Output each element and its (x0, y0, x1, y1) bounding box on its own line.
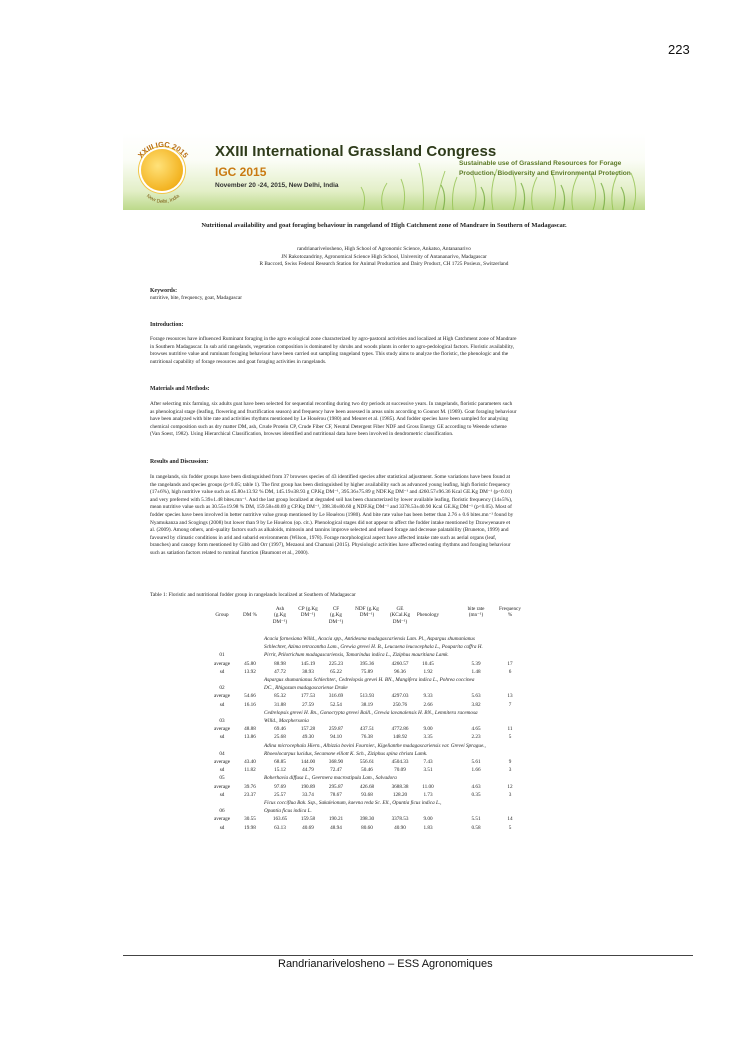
table-cell: 5.51 (471, 816, 481, 823)
table-cell: 148.92 (392, 734, 408, 741)
table-cell: 25.57 (274, 791, 286, 798)
table-cell: 16.16 (244, 701, 256, 708)
table-cell: 80.60 (361, 824, 373, 831)
table-cell: 3.82 (471, 701, 481, 708)
paper-title: Nutritional availability and goat foraging behaviour in rangeland of High Catchment zone of Mandrare in Southern of Madagascar. (201, 222, 567, 229)
table-cell: 31.88 (274, 701, 286, 708)
table-cell: 25.68 (274, 734, 286, 741)
introduction-body: Forage resources have influenced Ruminant foraging in the agro ecological zone characterized by agro-pastoral activities and localized at High Catchment zone of Mandrare in Southern Madagascar. In sub arid rangelands, vegetation composition is dominated by shrubs and woods plants in order to agro-pedological factors. Floristic availability, browses nutritive value and ruminant foraging behaviour have been carried out sampling rangeland types. This study aims to analyze the floristic, the phenologic and the nutritional capability of forage resources and goat foraging activities in rangelands. (150, 336, 517, 365)
table-cell: 7.43 (423, 759, 433, 765)
table-cell: 88.98 (274, 660, 286, 667)
table-cell: 27.59 (302, 701, 314, 708)
table-cell: 39.76 (244, 783, 256, 790)
table-cell: 250.76 (392, 701, 408, 708)
table-header-cell: NDF (g.Kg DM⁻¹) (355, 606, 379, 619)
group-id: 05 (219, 775, 225, 782)
row-label: sd (219, 734, 225, 741)
table-cell: 14 (507, 816, 513, 823)
table-cell: 12 (507, 783, 513, 790)
table-cell: 40.69 (302, 824, 314, 831)
table-cell: 437.51 (359, 726, 375, 733)
table-cell: 38.19 (361, 701, 373, 708)
table-cell: 9.33 (423, 693, 433, 700)
table-cell: 2.66 (423, 701, 433, 708)
table-cell: 94.10 (330, 734, 342, 741)
species-list: Boherhavia diffusa L., Geermera macrostipula Lam., Salvadora (264, 775, 397, 782)
species-list: Rhoeolocarpus lucidus, Secamone elliott K. Sch., Ziziphus spina christa Lamk. (264, 750, 428, 757)
table-cell: 4260.57 (391, 660, 409, 667)
table-cell: 45.80 (244, 660, 256, 667)
table-cell: 70.09 (394, 767, 406, 774)
table-cell: 128.20 (392, 791, 408, 798)
table-cell: 3.35 (423, 734, 433, 741)
conference-banner (123, 133, 645, 210)
keywords-heading: Keywords: (150, 288, 178, 294)
table-cell: 15.12 (274, 767, 286, 774)
svg-text:XXIII IGC 2015 (136, 140, 190, 160)
introduction-heading: Introduction: (150, 322, 184, 328)
table-cell: 145.19 (300, 660, 316, 667)
table-cell: 38.93 (302, 668, 314, 675)
row-label: average (213, 783, 231, 790)
table-header-cell: bite rate (mn⁻¹) (467, 606, 485, 619)
page-number: 223 (668, 42, 690, 57)
table-cell: 23.37 (244, 791, 256, 798)
table-cell: 395.36 (359, 660, 375, 667)
species-list: Adina microcephala Hiern., Albizzia bovini Fournier., Kigelianthe madagascariensis var. Grevei Sprague., (264, 742, 486, 749)
table-cell: 68.85 (274, 759, 286, 765)
logo-bottom-text: New Delhi, India (145, 193, 181, 206)
species-list: DC., Rhigozum madagascariense Drake (264, 685, 348, 692)
congress-short: IGC 2015 (215, 165, 267, 179)
table-cell: 10.45 (422, 660, 434, 667)
table-cell: 163.65 (272, 816, 288, 823)
table-cell: 4297.03 (391, 693, 409, 700)
table-header-cell: CF (g.Kg DM⁻¹) (328, 606, 344, 625)
table-header-cell: Ash (g.Kg DM⁻¹) (272, 606, 288, 625)
author-line: randrianarivelosheno, High School of Agronomic Science, Ankatso, Antananarivo (297, 246, 471, 252)
table-cell: 76.38 (361, 734, 373, 741)
table-cell: 159.58 (300, 816, 316, 823)
table-cell: 6 (508, 668, 512, 675)
table-cell: 17 (507, 660, 513, 667)
table-cell: 40.90 (394, 824, 406, 831)
table-cell: 13 (507, 693, 513, 700)
table-cell: 65.22 (330, 668, 342, 675)
row-label: sd (219, 791, 225, 798)
group-id: 01 (219, 652, 225, 659)
author-list (123, 246, 645, 269)
table-header-cell: Phenology (416, 612, 440, 618)
svg-text:New Delhi, India (145, 193, 181, 205)
group-id: 04 (219, 750, 225, 757)
row-label: sd (219, 824, 225, 831)
methods-heading: Materials and Methods: (150, 386, 210, 392)
species-list: Aspargus shumanianus Schlechter., Cedrelopsis grevei H. BN., Mangifera indica L., Pohrea coccinea (264, 677, 475, 683)
footer-rule (123, 955, 693, 956)
table-cell: 52.54 (330, 701, 342, 708)
table-cell: 259.87 (328, 726, 344, 733)
author-line: JN Rakotozandriny, Agronomical Science High School, University of Antananarivo, Madagascar (281, 253, 487, 260)
table-cell: 144.00 (300, 759, 316, 765)
table-cell: 75.89 (361, 668, 373, 675)
table-cell: 3 (508, 767, 512, 774)
table-cell: 190.21 (328, 816, 344, 823)
row-label: sd (219, 767, 225, 774)
table-cell: 48.88 (244, 726, 256, 733)
group-id: 06 (219, 808, 225, 815)
table-cell: 13.92 (244, 668, 256, 675)
table-cell: 43.40 (244, 759, 256, 765)
group-id: 03 (219, 718, 225, 724)
table-cell: 9.00 (423, 816, 433, 823)
table-cell: 33.74 (302, 791, 314, 798)
page-footer: Randrianarivelosheno – ESS Agronomiques (278, 958, 493, 970)
species-list: Pirrit, Ptilotrichum madagascariensis, Tamarindus indica L., Ziziphus mauritiana Lamk. (264, 652, 449, 659)
table-header-cell: GE (KCal.Kg DM⁻¹) (389, 606, 411, 625)
table-cell: 190.89 (300, 783, 316, 790)
species-list: Willd., Macphersonia (264, 718, 309, 724)
table-cell: 96.36 (394, 668, 406, 675)
row-label: average (213, 660, 231, 667)
author-line: R Baccord, Swiss Federal Research Station for Animal Production and Dairy Product, CH 1725 Posieux, Switzerland (259, 261, 509, 268)
congress-date: November 20 -24, 2015, New Delhi, India (215, 182, 339, 189)
table-cell: 9 (508, 759, 512, 765)
table-cell: 368.90 (328, 759, 344, 765)
table-cell: 69.46 (274, 726, 286, 733)
species-list: Ficus cocciflua Bak. Ssp., Sakaleionum, kaevna reda Sc. Ell., Opuntia ficus indica L., (264, 800, 442, 806)
table-cell: 9.00 (423, 726, 433, 733)
keywords-text: nutritive, bite, frequency, goat, Madagascar (150, 295, 243, 301)
table-cell: 177.53 (300, 693, 316, 700)
table-cell: 11.82 (244, 767, 256, 774)
row-label: average (213, 759, 231, 765)
table-cell: 1.83 (423, 824, 433, 831)
group-id: 02 (219, 685, 225, 692)
row-label: average (213, 726, 231, 733)
table-cell: 4.63 (471, 783, 481, 790)
table-cell: 225.23 (328, 660, 344, 667)
species-list: Opuntia ficus indica L. (264, 808, 312, 815)
table-cell: 1.48 (471, 668, 481, 675)
table-header-cell: DM % (243, 612, 257, 618)
table-cell: 11.00 (422, 783, 434, 790)
table-cell: 295.87 (328, 783, 344, 790)
table-cell: 316.69 (328, 693, 344, 700)
table-cell: 1.73 (423, 791, 433, 798)
row-label: sd (219, 668, 225, 675)
table-cell: 54.66 (244, 693, 256, 700)
table-header-cell: Group (215, 612, 229, 618)
table-cell: 7 (508, 701, 512, 708)
table-cell: 3688.38 (391, 783, 409, 790)
table-header-cell: CP (g.Kg DM⁻¹) (298, 606, 318, 619)
table-cell: 13.86 (244, 734, 256, 741)
table-cell: 0.35 (471, 791, 481, 798)
table-header-cell: Frequency % (499, 606, 521, 619)
congress-tagline: Sustainable use of Grassland Resources for Forage Production, Biodiversity and Environmental Protection (459, 160, 631, 177)
table-cell: 78.67 (330, 791, 342, 798)
table-cell: 556.61 (359, 759, 375, 765)
table-cell: 426.68 (359, 783, 375, 790)
table-cell: 3 (508, 791, 512, 798)
table-cell: 97.69 (274, 783, 286, 790)
table-cell: 0.58 (471, 824, 481, 831)
table-cell: 5 (508, 734, 512, 741)
table-cell: 5.39 (471, 660, 481, 667)
table-cell: 50.46 (361, 767, 373, 774)
table-cell: 19.98 (244, 824, 256, 831)
table-cell: 3.51 (423, 767, 433, 774)
row-label: sd (219, 701, 225, 708)
table-cell: 3378.53 (391, 816, 409, 823)
table-cell: 49.30 (302, 734, 314, 741)
table-cell: 47.72 (274, 668, 286, 675)
table-cell: 5 (508, 824, 512, 831)
table-cell: 1.92 (423, 668, 433, 675)
table-cell: 93.68 (361, 791, 373, 798)
table-cell: 5.61 (471, 759, 481, 765)
table-cell: 44.79 (302, 767, 314, 774)
table-cell: 4772.86 (391, 726, 409, 733)
table-cell: 30.55 (244, 816, 256, 823)
species-list: Schlechter, Azima tetracantha Lam., Grewia grevei H. B., Leucaena leucocephala L., Pouparita caffra H. (264, 644, 483, 651)
results-heading: Results and Discussion: (150, 459, 209, 465)
table-cell: 2.23 (471, 734, 481, 741)
results-body: In rangelands, six fodder groups have been distinguished from 37 browses species of 43 identified species after statistical adjustment. Some variations have been found at the rangelands and species groups (p<0.05; table 1). The first group has been distinguished by higher availability such as advanced young leafing, high floristic frequency (17±6%), high nutritive value such as 45.80±13.92 % DM, 145.19±38.93 g CP.Kg DM⁻¹, 395.36±75.89 g NDF.Kg DM⁻¹ and 4260.57±96.36 Kcal GE.Kg DM⁻¹ (p<0.01) and very preferred with 5.39±1.48 bites.mn⁻¹. And the last group localized at degraded soil has been characterized by lower available leafing, floristic frequency (14±5%), mean nutritive value such as 30.55±19.98 % DM, 159.58±40.69 g CP.Kg DM⁻¹, 398.30±80.60 g NDF.Kg DM⁻¹ and 3378.53±40.90 Kcal GE.Kg DM⁻¹ (p<0.05). Most of fodder species have been involved in better nutritive value group mentioned by Le Houérou (1980). And bite rate value has been better than 2.76 ± 0.6 bites.mn⁻¹ found by Nyamukanza and Scogings (2008) but lower than 9 by Le Houérou (op. cit.). Phenological stages did not appear to affect the fodder intake mentioned by Dzowyenaure et al. (2009). Among others, anti-quality factors such as alkaloids, mimosin and tannins improve selected and refused forage and decrease palatability (Bruneton, 1999) and favoured by climatic conditions in arid and subarid environments (Wilson, 1978). Forage morphological aspect have affected intake rate such as aerial organs (leaf, branches) and canopy form mentioned by Gibb and Orr (1997), Mezaoui and Chamani (2015). Physiologic activities have affected eating rhythms and foraging behaviour such as satiation factors related to ruminal function (Baumont et al., 2000). (150, 474, 514, 556)
table-cell: 4.65 (471, 726, 481, 733)
table-cell: 72.47 (330, 767, 342, 774)
table-caption: Table 1: Floristic and nutritional fodder group in rangelands localized at Southern of Madagascar (150, 592, 356, 598)
row-label: average (213, 693, 231, 700)
table-cell: 4504.33 (391, 759, 409, 765)
igc-logo (127, 135, 199, 207)
table-cell: 513.93 (359, 693, 375, 700)
methods-body: After selecting mix farming, six adults goat have been selected for sequential recording during two dry periods at successive years. In rangelands, floristic parameters such as phenological stage (leafing, flowering and fructification season) and frequency have been assessed in areas units according to Gounot M. (1969). Goat foraging behaviour have been analyzed with bite rate and activities rhythms mentioned by Le Houérou (1980) and Meuret et al. (1985). And fodder species have been sampled for analysing chemical composition such as dry matter DM, ash, Crude Protein CP, Crude Fiber CF, Neutral Detergent Fiber NDF and Gross Energy GE according to Weende scheme (Van Soest, 1982). Using Hierarchical Classification, browses identified and nutritional data have been involved in dendrometric classification. (150, 401, 517, 438)
table-cell: 1.66 (471, 767, 481, 774)
row-label: average (213, 816, 231, 823)
table-cell: 157.28 (300, 726, 316, 733)
table-cell: 5.63 (471, 693, 481, 700)
logo-top-text: XXIII IGC 2015 (135, 139, 191, 160)
species-list: Cedrelopsis grevei H. Bn., Gonocrypta grevei Baill., Grewia lavanalensis H. BN., Lemnitera racemosa (264, 709, 478, 716)
table-cell: 48.94 (330, 824, 342, 831)
species-list: Acacia farnesiana Willd., Acacia spp., Antidesma madagascariensis Lam. Pl., Aspargus shumanianus (264, 636, 475, 642)
congress-title: XXIII International Grassland Congress (215, 143, 497, 160)
table-cell: 398.30 (359, 816, 375, 823)
table-cell: 11 (507, 726, 513, 733)
table-cell: 63.13 (274, 824, 286, 831)
table-cell: 85.32 (274, 693, 286, 700)
